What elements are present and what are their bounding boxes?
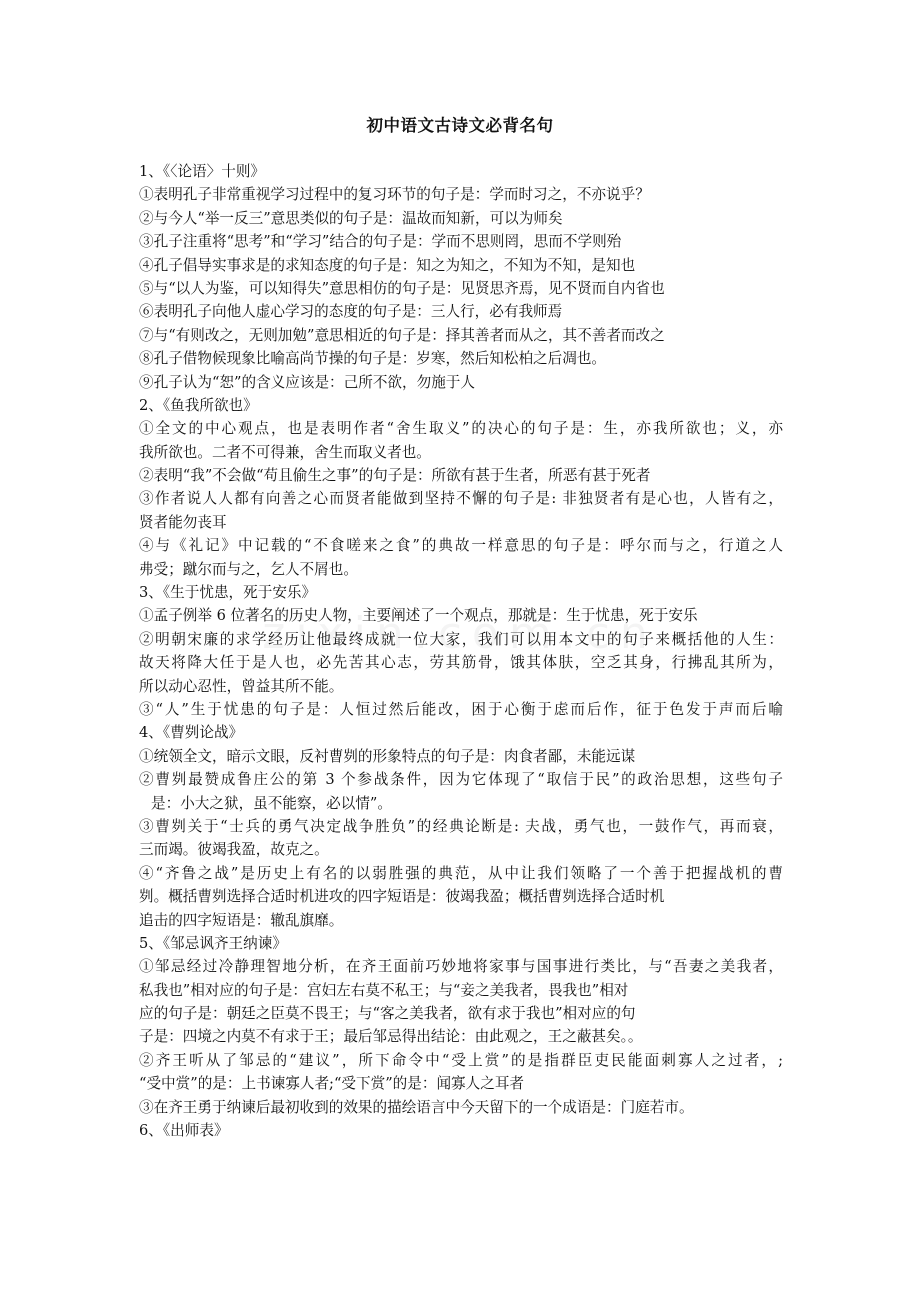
- text-line: ①全文的中心观点，也是表明作者“舍生取义”的决心的句子是：生，亦我所欲也；义，亦: [139, 420, 783, 438]
- text-line: ⑨孔子认为“恕”的含义应该是：己所不欲，勿施于人: [139, 373, 475, 391]
- text-line: ③“人”生于忧患的句子是：人恒过然后能改，困于心衡于虑而后作，征于色发于声而后喻: [139, 700, 783, 718]
- section-heading: 5、《邹忌讽齐王纳谏》: [139, 934, 287, 952]
- text-line: ③作者说人人都有向善之心而贤者能做到坚持不懈的句子是: 非独贤者有是心也，人皆有之，: [139, 490, 783, 508]
- text-line: ①统领全文，暗示文眼，反衬曹刿的形象特点的句子是：肉食者鄙，未能远谋: [139, 747, 636, 765]
- text-line: ①表明孔子非常重视学习过程中的复习环节的句子是：学而时习之，不亦说乎？: [139, 186, 650, 204]
- text-line: ④与《礼记》中记载的“不食嗟来之食”的典故一样意思的句子是：呼尔而与之，行道之人: [139, 537, 783, 555]
- text-line: ③曹刿关于“士兵的勇气决定战争胜负”的经典论断是: 夫战，勇气也，一鼓作气，再而衰，: [139, 817, 783, 835]
- document-title: 初中语文古诗文必背名句: [366, 116, 554, 135]
- text-line: 刿。概括曹刿选择合适时机进攻的四字短语是：彼竭我盈；概括曹刿选择合适时机: [139, 888, 665, 906]
- text-line: ②与今人“举一反三”意思类似的句子是：温故而知新，可以为师矣: [139, 209, 563, 227]
- text-line: ①邹忌经过冷静理智地分析，在齐王面前巧妙地将家事与国事进行类比，与“吾妻之美我者，: [139, 958, 783, 976]
- text-line: 追击的四字短语是：辙乱旗靡。: [139, 911, 344, 929]
- text-line: ④孔子倡导实事求是的求知态度的句子是：知之为知之，不知为不知，是知也: [139, 256, 636, 274]
- text-line: 故天将降大任于是人也，必先苦其心志，劳其筋骨，饿其体肤，空乏其身，行拂乱其所为，: [139, 654, 783, 672]
- text-line: 我所欲也。二者不可得兼，舍生而取义者也。: [139, 443, 431, 461]
- text-line: 应的句子是：朝廷之臣莫不畏王；与“客之美我者，欲有求于我也”相对应的句: [139, 1005, 636, 1023]
- text-line: ②明朝宋廉的求学经历让他最终成就一位大家，我们可以用本文中的句子来概括他的人生：: [139, 630, 783, 648]
- text-line: ⑥表明孔子向他人虚心学习的态度的句子是：三人行，必有我师焉: [139, 303, 563, 321]
- text-line: ⑤与“以人为鉴，可以知得失”意思相仿的句子是：见贤思齐焉，见不贤而自内省也: [139, 279, 665, 297]
- document-body: [139, 160, 783, 1142]
- text-line: ②表明“我”不会做“苟且偷生之事”的句子是：所欲有甚于生者，所恶有甚于死者: [139, 467, 651, 485]
- text-line: 是：小大之狱，虽不能察，必以情”。: [151, 794, 392, 812]
- section-heading: 1、《〈论语〉十则》: [139, 163, 266, 180]
- text-line: 贤者能勿丧耳: [139, 513, 227, 531]
- section-heading: 4、《曹刿论战》: [139, 724, 244, 742]
- text-line: ②曹刿最赞成鲁庄公的第 3 个参战条件，因为它体现了“取信于民”的政治思想，这些句子: [139, 771, 783, 789]
- text-line: ⑦与“有则改之，无则加勉”意思相近的句子是：择其善者而从之，其不善者而改之: [139, 326, 665, 344]
- text-line: ②齐王听从了邹忌的“建议”，所下命令中“受上赏”的是指群臣吏民能面刺寡人之过者，;: [139, 1051, 783, 1069]
- text-line: 私我也”相对应的句子是：宫妇左右莫不私王；与“妾之美我者，畏我也”相对: [139, 981, 629, 999]
- text-line: ④“齐鲁之战”是历史上有名的以弱胜强的典范，从中让我们领略了一个善于把握战机的曹: [139, 864, 783, 882]
- section-heading: 2、《鱼我所欲也》: [139, 396, 258, 414]
- text-line: 子是：四境之内莫不有求于王；最后邹忌得出结论：由此观之，王之蔽甚矣。。: [139, 1028, 643, 1046]
- text-line: ③在齐王勇于纳谏后最初收到的效果的描绘语言中今天留下的一个成语是：门庭若市。: [139, 1098, 694, 1116]
- section-heading: 6、《出师表》: [139, 1122, 229, 1140]
- text-line: “受中赏”的是：上书谏寡人者;“受下赏”的是：闻寡人之耳者: [139, 1075, 525, 1093]
- text-line: 弗受；蹴尔而与之，乞人不屑也。: [139, 560, 358, 578]
- text-line: ①孟子例举 6 位著名的历史人物，主要阐述了一个观点，那就是：生于忧患，死于安乐: [139, 607, 698, 625]
- section-heading: 3、《生于忧患，死于安乐》: [139, 584, 317, 602]
- text-line: ⑧孔子借物候现象比喻高尚节操的句子是：岁寒，然后知松柏之后凋也。: [139, 350, 607, 368]
- text-line: 三而竭。彼竭我盈，故克之。: [139, 841, 329, 859]
- text-line: 所以动心忍性，曾益其所不能。: [139, 677, 344, 695]
- text-line: ③孔子注重将“思考”和“学习”结合的句子是：学而不思则罔，思而不学则殆: [139, 233, 622, 251]
